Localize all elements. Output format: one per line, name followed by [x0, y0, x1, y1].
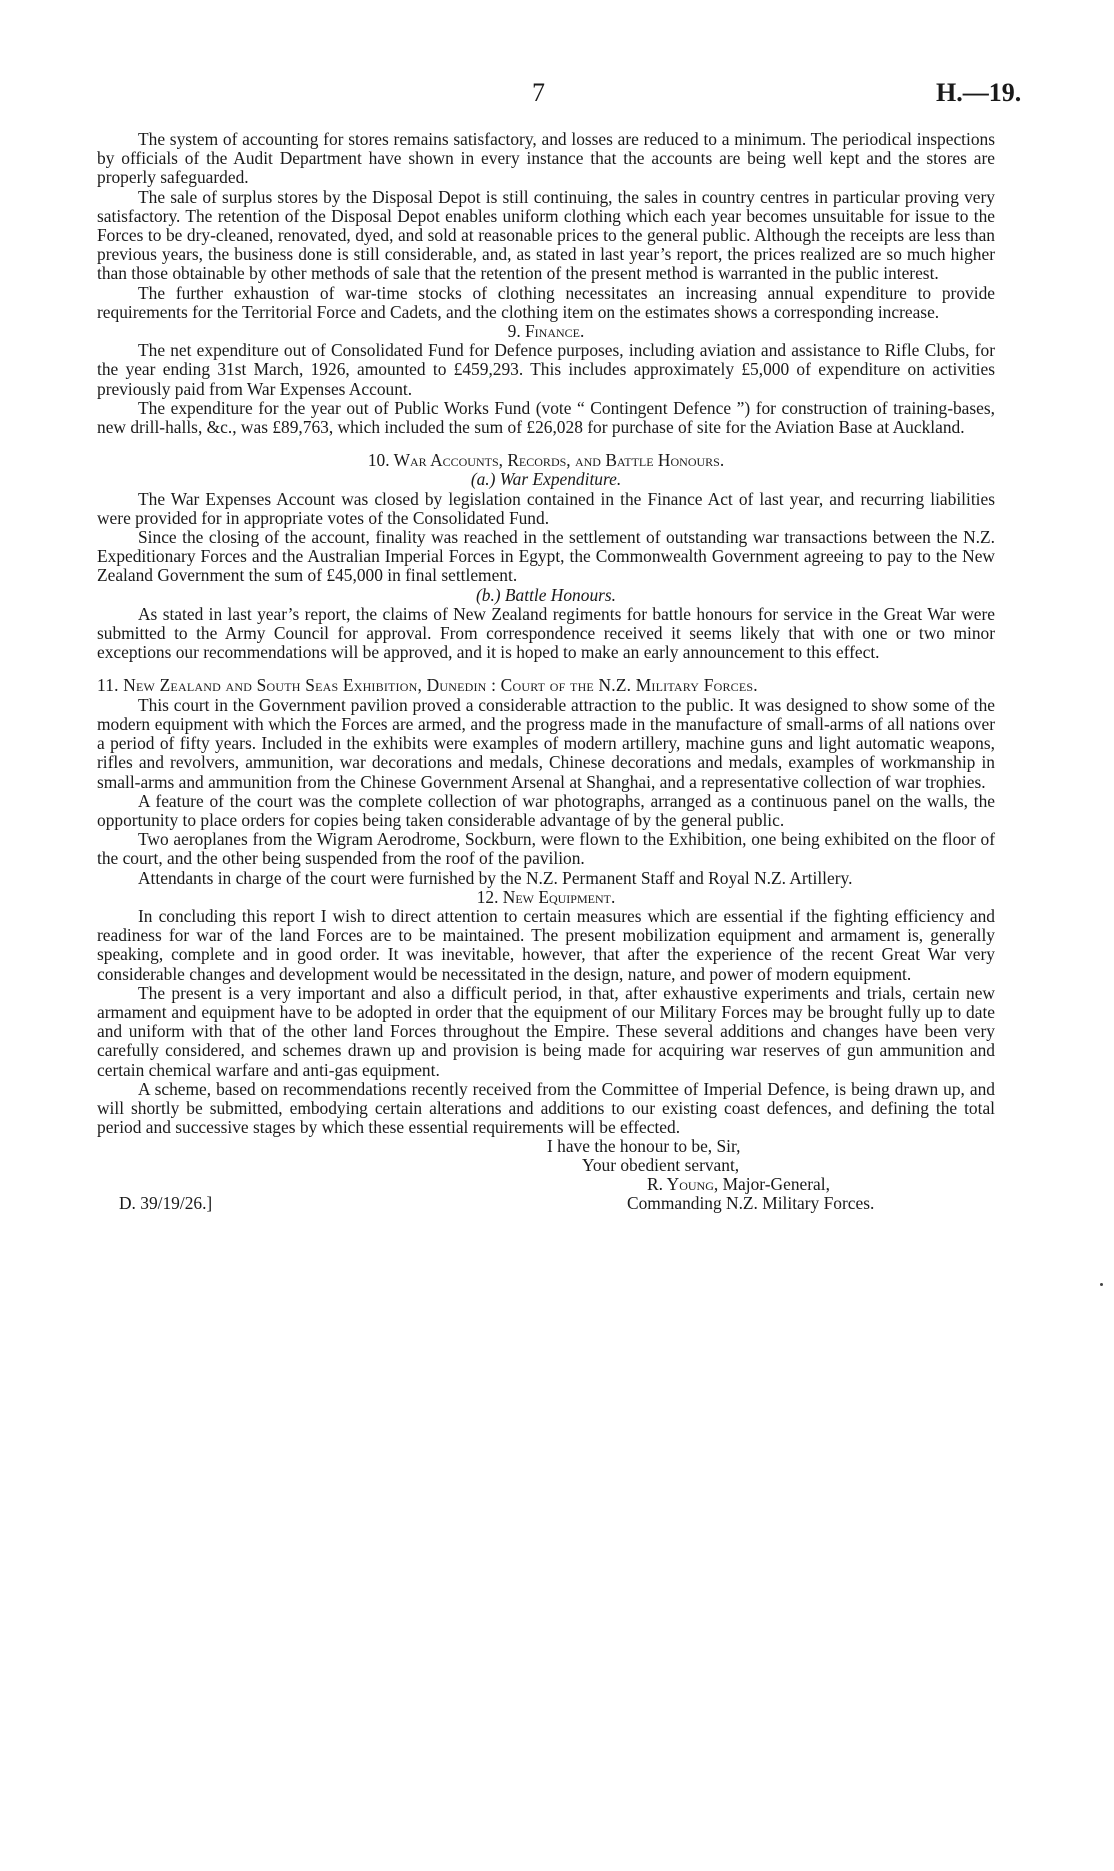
paragraph-disposal-depot: The sale of surplus stores by the Disposal Depot is still continuing, the sales in country centres in particular proving very satisfactory. The retention of the Disposal Depot enables uniform clothing which each year becomes unsuitable for issue to the Forces to be dry-cleaned, renovated, dyed, and sold at reasonable prices to the general public. Although the receipts are less than previous years, the business done is still considerable, and, as stated in last year’s report, the prices realized are so much higher than those obtainable by other methods of sale that the retention of the present method is warranted in the public interest.	[97, 186, 995, 284]
heading-war-accounts: 10. War Accounts, Records, and Battle Honours.	[367, 450, 725, 471]
paragraph-public-works: The expenditure for the year out of Public Works Fund (vote “ Contingent Defence ”) for construction of training-bases, new drill-halls, &c., was £89,763, which included the sum of £26,028 for purchase of site for the Aviation Base at Auckland.	[97, 397, 995, 438]
paragraph-important-period: The present is a very important and also a difficult period, in that, after exhaustive experiments and trials, certain new armament and equipment have to be adopted in order that the equipment of our Military Forces may be brought fully up to date and uniform with that of the other land Forces throughout the Empire. These several additions and changes have been very carefully considered, and schemes drawn up and provision is being made for acquiring war reserves of gun ammunition and certain chemical warfare and anti-gas equipment.	[97, 982, 995, 1080]
paragraph-battle-honours: As stated in last year’s report, the claims of New Zealand regiments for battle honours for service in the Great War were submitted to the Army Council for approval. From correspondence received it seems likely that with one or two minor exceptions our recommendations will be approved, and it is hoped to make an early announcement to this effect.	[97, 603, 995, 663]
heading-exhibition: 11. New Zealand and South Seas Exhibition, Dunedin : Court of the N.Z. Military Forces.	[97, 675, 758, 696]
signature-block	[97, 1137, 995, 1233]
closing-servant: Your obedient servant,	[582, 1155, 740, 1176]
subheading-battle-honours: (b.) Battle Honours.	[475, 584, 617, 605]
page-number: 7	[532, 78, 545, 107]
heading-new-equipment: 12. New Equipment.	[476, 886, 616, 907]
document-code: H.—19.	[936, 78, 1022, 107]
signatory-title: Commanding N.Z. Military Forces.	[627, 1193, 875, 1214]
paragraph-stores-accounting: The system of accounting for stores remains satisfactory, and losses are reduced to a minimum. The periodical inspections by officials of the Audit Department have shown in every instance that the accounts are being well kept and the stores are properly safeguarded.	[97, 129, 995, 188]
signatory-rank: Major-General,	[722, 1174, 830, 1195]
signatory	[647, 1175, 830, 1194]
closing-line: I have the honour to be, Sir,	[547, 1136, 741, 1157]
paragraph-war-expenses-closed: The War Expenses Account was closed by legislation contained in the Finance Act of last year, and recurring liabilities were provided for in appropriate votes of the Consolidated Fund.	[97, 488, 995, 528]
scan-speck	[1100, 1283, 1103, 1286]
paragraph-attendants: Attendants in charge of the court were furnished by the N.Z. Permanent Staff and Royal N.Z. Artillery.	[138, 867, 853, 888]
paragraph-war-photographs: A feature of the court was the complete collection of war photographs, arranged as a continuous panel on the walls, the opportunity to place orders for copies being taken considerable advantage of by the general public.	[97, 790, 995, 830]
subheading-war-expenditure: (a.) War Expenditure.	[470, 469, 622, 490]
heading-finance: 9. Finance.	[507, 321, 585, 342]
paragraph-aeroplanes: Two aeroplanes from the Wigram Aerodrome, Sockburn, were flown to the Exhibition, one being exhibited on the floor of the court, and the other being suspended from the roof of the pavilion.	[97, 829, 995, 869]
paragraph-concluding: In concluding this report I wish to direct attention to certain measures which are essential if the fighting efficiency and readiness for war of the land Forces are to be maintained. The present mobilization equipment and armament is, generally speaking, complete and in good order. It was inevitable, however, that after the experience of the recent Great War very considerable changes and development would be necessitated in the design, nature, and power of modern equipment.	[97, 905, 995, 984]
file-reference: D. 39/19/26.]	[119, 1193, 213, 1214]
paragraph-clothing-stocks: The further exhaustion of war-time stocks of clothing necessitates an increasing annual expenditure to provide requirements for the Territorial Force and Cadets, and the clothing item on the estimates shows a corresponding increase.	[97, 282, 995, 322]
signatory-name: R. Young,	[647, 1174, 719, 1195]
paragraph-settlement: Since the closing of the account, finality was reached in the settlement of outstanding war transactions between the N.Z. Expeditionary Forces and the Australian Imperial Forces in Egypt, the Commonwealth Government agreeing to pay to the New Zealand Government the sum of £45,000 in final settlement.	[97, 527, 995, 586]
document-body	[97, 130, 995, 1233]
paragraph-coast-defences: A scheme, based on recommendations recently received from the Committee of Imperial Defence, is being drawn up, and will shortly be submitted, embodying certain alterations and additions to our existing coast defences, and defining the total period and successive stages by which these essential requirements will be effected.	[97, 1078, 995, 1138]
paragraph-court-attraction: This court in the Government pavilion proved a considerable attraction to the public. It was designed to show some of the modern equipment with which the Forces are armed, and the progress made in the manufacture of small-arms of all nations over a period of fifty years. Included in the exhibits were examples of modern artillery, machine guns and light automatic weapons, rifles and revolvers, ammunition, war decorations and medals, Chinese decorations and medals, examples of workmanship in small-arms and ammunition from the Chinese Government Arsenal at Shanghai, and a representative collection of war trophies.	[97, 694, 995, 792]
paragraph-net-expenditure: The net expenditure out of Consolidated Fund for Defence purposes, including aviation and assistance to Rifle Clubs, for the year ending 31st March, 1926, amounted to £459,293. This includes approximately £5,000 of expenditure on activities previously paid from War Expenses Account.	[97, 340, 995, 399]
